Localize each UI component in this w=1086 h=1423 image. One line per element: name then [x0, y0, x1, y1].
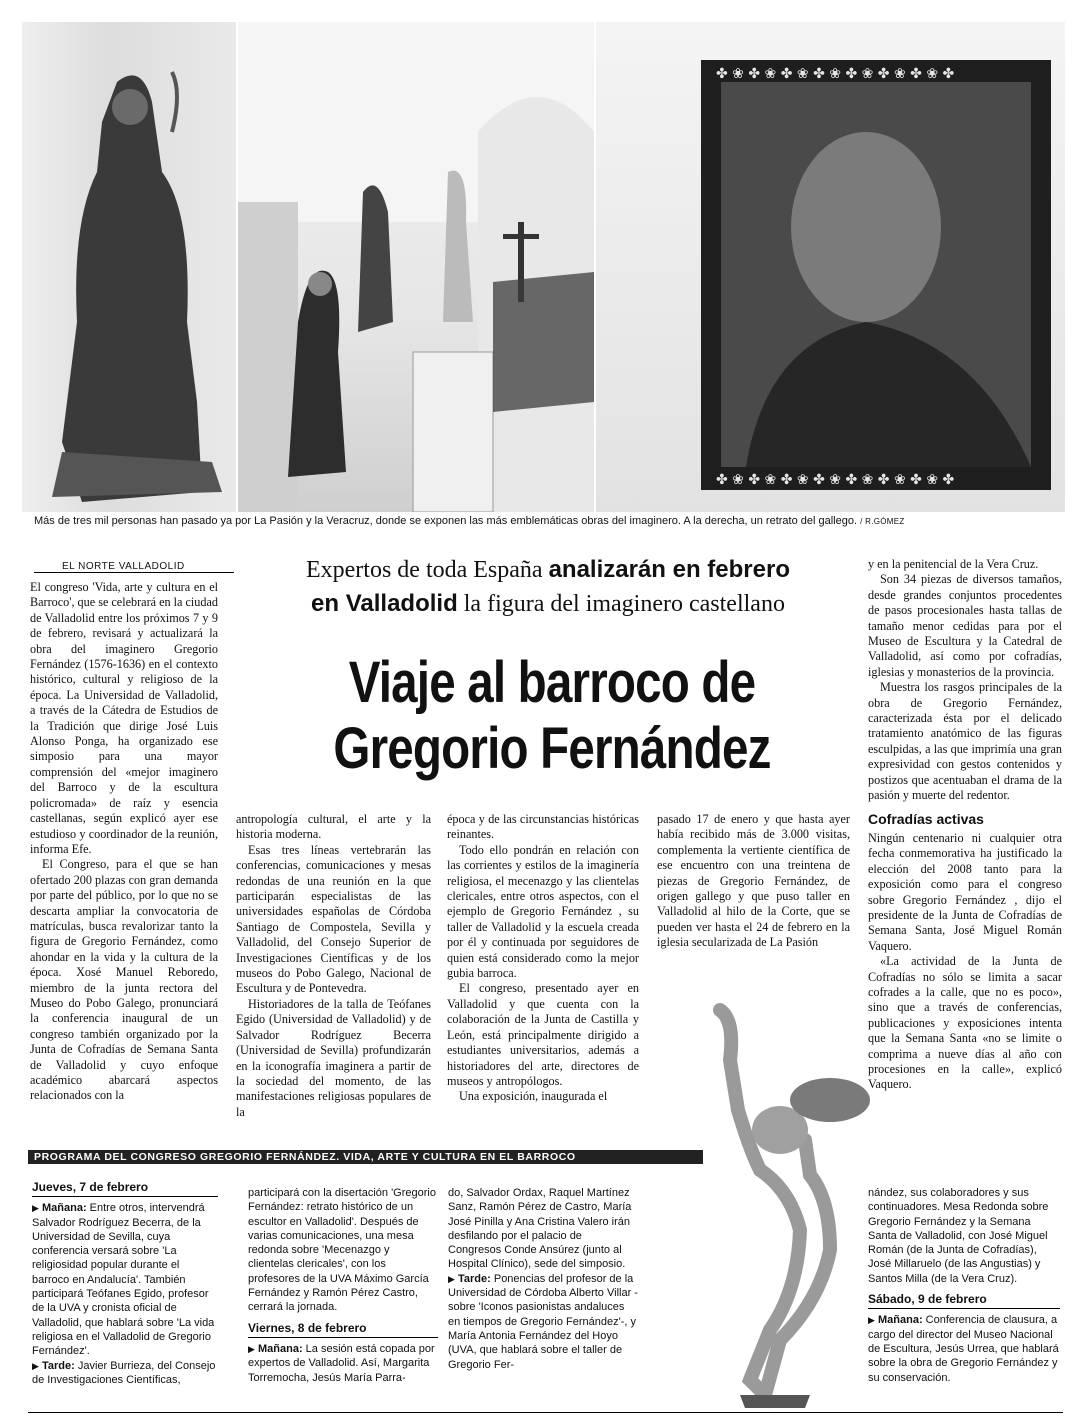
col3-paragraph: El congreso, presentado ayer en Valladolid y que cuenta con la colaboración de la Junta de Castilla y León, está principalmente dirigido a estudiantes universitarios, además a historiadores del arte, directores de museos y antropólogos.: [447, 981, 639, 1088]
col1-paragraph: El congreso 'Vida, arte y cultura en el Barroco', que se celebrará en la ciudad de Valladolid entre los próximos 7 y 9 de febrero, revisará y actualizará la obra del imaginero Gregorio Fernández (1576-1636) en el contexto histórico, cultural y religioso de la época. La Universidad de Valladolid, a través de la Cátedra de Estudios de la Tradición que dirige José Luis Alonso Ponga, ha organizado ese simposio para una mayor comprensión del «mejor imaginero del Barroco y de la escultura policromada» de raíz y esencia castellanas, según explicó ayer ese estudioso y coordinador de la reunión, informa Efe.: [30, 580, 218, 856]
subhead-line2-regular: la figura del imaginero castellano: [457, 591, 785, 617]
article-column-4: [657, 812, 850, 951]
program-text: participará con la disertación 'Gregorio Fernández: retrato histórico de un escultor en Valladolid'. Después de varias comunicaciones, una mesa redonda sobre 'Mecenazgo y clientelas clericales', con los profesores de la UVA Máximo García Fernández y Ramón Pérez Castro, cerrará la jornada.: [248, 1187, 436, 1314]
col5-paragraph: y en la penitencial de la Vera Cruz.: [868, 557, 1039, 571]
svg-text:✤ ❀ ✤ ❀ ✤ ❀ ✤ ❀ ✤ ❀ ✤ ❀ ✤ ❀ ✤: ✤ ❀ ✤ ❀ ✤ ❀ ✤ ❀ ✤ ❀ ✤ ❀ ✤ ❀ ✤: [716, 472, 955, 488]
subhead-line2-bold: en Valladolid: [311, 590, 458, 617]
portrait-image: [596, 22, 1065, 512]
exhibition-image: [238, 22, 594, 512]
program-time-label: Tarde:: [41, 1359, 75, 1372]
program-text: Ponencias del profesor de la Universidad de Córdoba Alberto Villar -sobre 'Iconos pasionistas andaluces en tiempos de Gregorio Fernández'-, y María Antonia Fernández del Hoyo (UVA, que hablará sobre el taller de Gregorio Fer-: [448, 1272, 638, 1371]
program-column-3: [448, 1186, 638, 1372]
program-time-label: Mañana:: [877, 1314, 923, 1327]
col2-paragraph: antropología cultural, el arte y la historia moderna.: [236, 812, 431, 842]
col5-paragraph: «La actividad de la Junta de Cofradías no sólo se limita a sacar cofrades a la calle, que no es poco», sino que a través de conferencias, publicaciones y exposiciones intenta que la Semana Santa «no se limite o comprima a nueve días al año con procesiones en la calle», explicó Vaquero.: [868, 954, 1062, 1092]
photo-portrait-painting: [596, 22, 1065, 512]
subsection-heading: Cofradías activas: [868, 810, 984, 827]
subhead-line1-bold: analizarán en febrero: [548, 556, 790, 583]
photo-credit: / R.GÓMEZ: [860, 517, 905, 526]
col5-paragraph: Son 34 piezas de diversos tamaños, desde grandes conjuntos procedentes de pasos procesionales hasta tallas de tamaño menor cedidas para por el Museo de Escultura y la Catedral de Valladolid, así como por cofradías, iglesias y monasterios de la provincia.: [868, 572, 1062, 679]
caption-text: Más de tres mil personas han pasado ya por La Pasión y la Veracruz, donde se exponen las más emblemáticas obras del imaginero. A la derecha, un retrato del gallego.: [34, 515, 858, 527]
col2-paragraph: Esas tres líneas vertebrarán las conferencias, comunicaciones y mesas redondas de una reunión en la que participarán especialistas de las universidades españolas de Córdoba Santiago de Compostela, Sevilla y Valladolid, del Consejo Superior de Investigaciones Científicas y de los museos do Pobo Galego, Nacional de Escultura y de Pontevedra.: [236, 842, 431, 996]
photo-statue-saint: [22, 22, 236, 512]
bottom-rule: [28, 1412, 1063, 1413]
article-column-3: [447, 812, 639, 1105]
subhead-line1-regular: Expertos de toda España: [305, 557, 549, 583]
col5-paragraph: Ningún centenario ni cualquier otra fecha conmemorativa ha justificado la elección del 2008 tanto para la exposición como para el congreso sobre Gregorio Fernández , dijo el presidente de la Junta de Cofradías de Semana Santa, José Miguel Román Vaquero.: [868, 830, 1062, 953]
article-column-5: [868, 557, 1062, 1093]
program-time-label: Mañana:: [257, 1342, 303, 1355]
arrow-icon: ▶: [448, 1273, 455, 1284]
program-item: [248, 1342, 438, 1385]
subhead-line2: [248, 590, 848, 618]
col3-paragraph: Una exposición, inaugurada el: [459, 1089, 608, 1104]
program-day: Sábado, 9 de febrero: [868, 1292, 1060, 1309]
headline-line1: Viaje al barroco de: [348, 650, 756, 715]
program-day: Viernes, 8 de febrero: [248, 1321, 438, 1338]
arrow-icon: ▶: [248, 1343, 255, 1354]
photo-sculpture-figure: [680, 1000, 870, 1410]
section-tag: EL NORTE VALLADOLID: [34, 561, 234, 573]
arrow-icon: ▶: [32, 1203, 39, 1214]
svg-text:✤ ❀ ✤ ❀ ✤ ❀ ✤ ❀ ✤ ❀ ✤ ❀ ✤ ❀ ✤: ✤ ❀ ✤ ❀ ✤ ❀ ✤ ❀ ✤ ❀ ✤ ❀ ✤ ❀ ✤: [716, 66, 955, 82]
arrow-icon: ▶: [32, 1360, 39, 1371]
col5-paragraph: Muestra los rasgos principales de la obra de Gregorio Fernández, caracterizada ésta por el delicado tratamiento anatómico de las figuras esculpidas, a las que imprimía una gran expresividad con gestos contenidos y postizos que acentuaban el drama de la pasión y muerte del redentor.: [868, 680, 1062, 803]
sculpture-image: [680, 1000, 870, 1410]
program-text: Entre otros, intervendrá Salvador Rodríguez Becerra, de la Universidad de Sevilla, cuya conferencia versará sobre 'La religiosidad popular durante el barroco en Andalucía'. También participará Teófanes Egido, profesor de la UVA y cronista oficial de Valladolid, que hablará sobre 'La vida religiosa en el Valladolid de Gregorio Fernández'.: [32, 1202, 215, 1358]
subhead-line1: [248, 556, 848, 584]
program-item: [32, 1201, 218, 1358]
program-time-label: Mañana:: [41, 1202, 87, 1215]
program-bar: PROGRAMA DEL CONGRESO GREGORIO FERNÁNDEZ. VIDA, ARTE Y CULTURA EN EL BARROCO: [28, 1150, 703, 1164]
program-column-2: [248, 1186, 438, 1385]
program-text: nández, sus colaboradores y sus continuadores. Mesa Redonda sobre Gregorio Fernández y la Semana Santa de Valladolid, con José Miguel Román (de la Junta de Cofradías), José Millaruelo (de las Angustias) y Santos Milla (de la Vera Cruz).: [868, 1187, 1049, 1285]
program-text: Conferencia de clausura, a cargo del director del Museo Nacional de Escultura, Jesús Urrea, que hablará sobre la obra de Gregorio Fernández y su conservación.: [868, 1314, 1059, 1384]
article-column-1: [30, 580, 218, 1104]
program-column-1: [32, 1178, 218, 1387]
col2-paragraph: Historiadores de la talla de Teófanes Egido (Universidad de Valladolid) y de Salvador Rodríguez Becerra (Universidad de Sevilla) profundizarán en la iconografía imaginera a partir de la sociedad del momento, de las manifestaciones religiosas populares de la: [236, 996, 431, 1119]
arrow-icon: ▶: [868, 1315, 875, 1326]
col1-paragraph: El Congreso, para el que se han ofertado 200 plazas con gran demanda por parte del público, por lo que no se descarta ampliar la convocatoria de matrículas, busca revalorizar tanto la figura de Gregorio Fernández, como ahondar en la vida y la cultura de la época. Xosé Manuel Reboredo, miembro de la junta rectora del Museo do Pobo Galego, pronunciará la conferencia inaugural de un congreso también organizado por la Junta de Cofradías de Semana Santa de Valladolid y cuyo enfoque académico abarcará aspectos relacionados con la: [30, 857, 218, 1103]
program-text: Javier Burrieza, del Consejo de Investigaciones Científicas,: [32, 1359, 216, 1386]
program-item: [448, 1272, 638, 1372]
headline-line2: Gregorio Fernández: [333, 716, 771, 781]
program-time-label: Tarde:: [457, 1272, 491, 1285]
photo-caption: [34, 515, 1074, 527]
statue-image: [22, 22, 236, 512]
program-text: La sesión está copada por expertos de Valladolid. Así, Margarita Torremocha, Jesús María Parra-: [248, 1342, 435, 1384]
photo-exhibition-hall: [238, 22, 594, 512]
program-item: [32, 1359, 218, 1388]
program-text: do, Salvador Ordax, Raquel Martínez Sanz, Ramón Pérez de Castro, María José Pinilla y Ana Cristina Valero irán desfilando por el palacio de Congresos Conde Ansúrez (junto al Hospital Clínico), sede del simposio.: [448, 1187, 632, 1271]
program-column-4: [868, 1186, 1060, 1385]
program-day: Jueves, 7 de febrero: [32, 1180, 218, 1197]
article-column-2: [236, 812, 431, 1120]
program-item: [868, 1313, 1060, 1384]
col3-paragraph: Todo ello pondrán en relación con las corrientes y estilos de la imaginería religiosa, el mecenazgo y las clientelas clericales, entre otros aspectos, con el ejemplo de Gregorio Fernández , su taller de Valladolid y la escuela creada por él y continuada por seguidores de quien está considerado como la mejor gubia barroca.: [447, 842, 639, 981]
headline: [314, 650, 790, 782]
col4-paragraph: pasado 17 de enero y que hasta ayer había recibido más de 3.000 visitas, complementa la vertiente científica de ese encuentro con una treintena de piezas de Gregorio Fernández, de origen gallego y que puso taller en Valladolid al hilo de la Corte, que se pueden ver hasta el 24 de febrero en la iglesia secularizada de La Pasión: [657, 812, 850, 950]
col3-paragraph: época y de las circunstancias históricas reinantes.: [447, 812, 639, 842]
